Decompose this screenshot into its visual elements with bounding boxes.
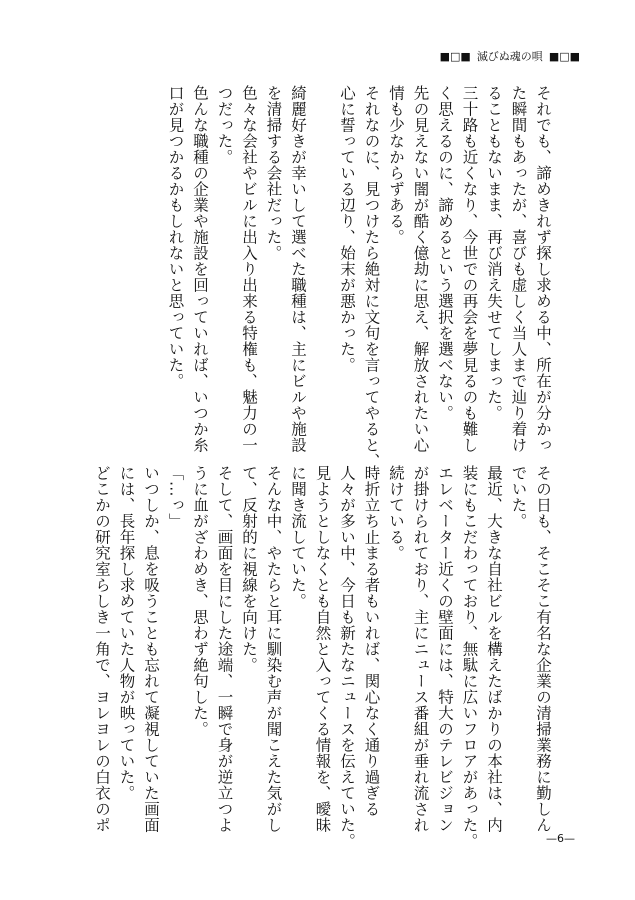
header-left-marks: ■□■ — [439, 50, 471, 63]
text-line: く思えるのに、諦めるという選択を選べない。 — [436, 85, 454, 421]
running-header — [440, 50, 580, 64]
text-line: 三十路も近くなり、今世での再会を夢見るのも難し — [460, 85, 479, 453]
header-title: 滅びぬ魂の唄 — [476, 50, 543, 63]
text-line: 人々が多い中、今日も新たなニュースを伝えていた。 — [338, 465, 356, 849]
page-number: —6— — [546, 832, 575, 845]
text-line: 綺麗好きが幸いして選べた職種は、主にビルや施設 — [289, 85, 307, 453]
text-line: 色んな職種の企業や施設を回っていれば、いつか糸 — [191, 85, 209, 453]
text-line: が掛けられており、主にニュース番組が垂れ流され — [411, 465, 430, 833]
text-line: つだった。 — [215, 85, 234, 165]
text-line: それでも、諦めきれず探し求める中、所在が分かっ — [534, 85, 552, 453]
text-line: た瞬間もあったが、喜びも虚しく当人まで辿り着け — [509, 85, 528, 453]
text-line: でいた。 — [509, 465, 528, 529]
text-line: 情も少なからずある。 — [387, 85, 405, 245]
text-line: どこかの研究室らしき一角で、ヨレヨレの白衣のポ — [93, 465, 111, 833]
text-line: ることもないまま、再び消え失せてしまった。 — [485, 85, 503, 421]
text-line: その日も、そこそこ有名な企業の清掃業務に勤しん — [534, 465, 552, 833]
text-line: を清掃する会社だった。 — [264, 85, 283, 261]
top-text-column — [163, 85, 555, 469]
text-line: 最近、大きな自社ビルを構えたばかりの本社は、内 — [485, 465, 503, 833]
text-line: 装にもこだわっており、無駄に広いフロアがあった。 — [460, 465, 479, 849]
text-line: 先の見えない闇が酷く億劫に思え、解放されたい心 — [411, 85, 430, 453]
text-line: 時折立ち止まる者もいれば、関心なく通り過ぎる — [362, 465, 381, 817]
text-line: には、長年探し求めていた人物が映っていた。 — [117, 465, 136, 801]
text-line: て、反射的に視線を向けた。 — [240, 465, 258, 673]
text-line: 心に誓っている辺り、始末が悪かった。 — [338, 85, 356, 373]
text-line: それなのに、見つけたら絶対に文句を言ってやると、 — [362, 85, 381, 469]
text-line: 口が見つかるかもしれないと思っていた。 — [166, 85, 185, 389]
paragraph-break — [310, 85, 335, 430]
text-line: に聞き流していた。 — [289, 465, 307, 609]
text-line: エレベーター近くの壁面には、特大のテレビジョン — [436, 465, 454, 833]
header-right-marks: ■□■ — [548, 50, 580, 63]
text-line: いつしか、息を吸うことも忘れて凝視していた画面 — [142, 465, 160, 833]
text-line: そんな中、やたらと耳に馴染む声が聞こえた気がし — [264, 465, 283, 833]
text-line: そして、画面を目にした途端、一瞬で身が逆立つよ — [215, 465, 234, 833]
text-line: うに血がざわめき、思わず絶句した。 — [191, 465, 209, 737]
text-line: 「…っ」 — [166, 465, 185, 529]
text-line: 色々な会社やビルに出入り出来る特権も、魅力の一 — [240, 85, 258, 453]
text-line: 続けている。 — [387, 465, 405, 561]
text-line: 見ようとしなくとも自然と入ってくる情報を、曖昧 — [313, 465, 332, 833]
bottom-text-column — [90, 465, 556, 849]
